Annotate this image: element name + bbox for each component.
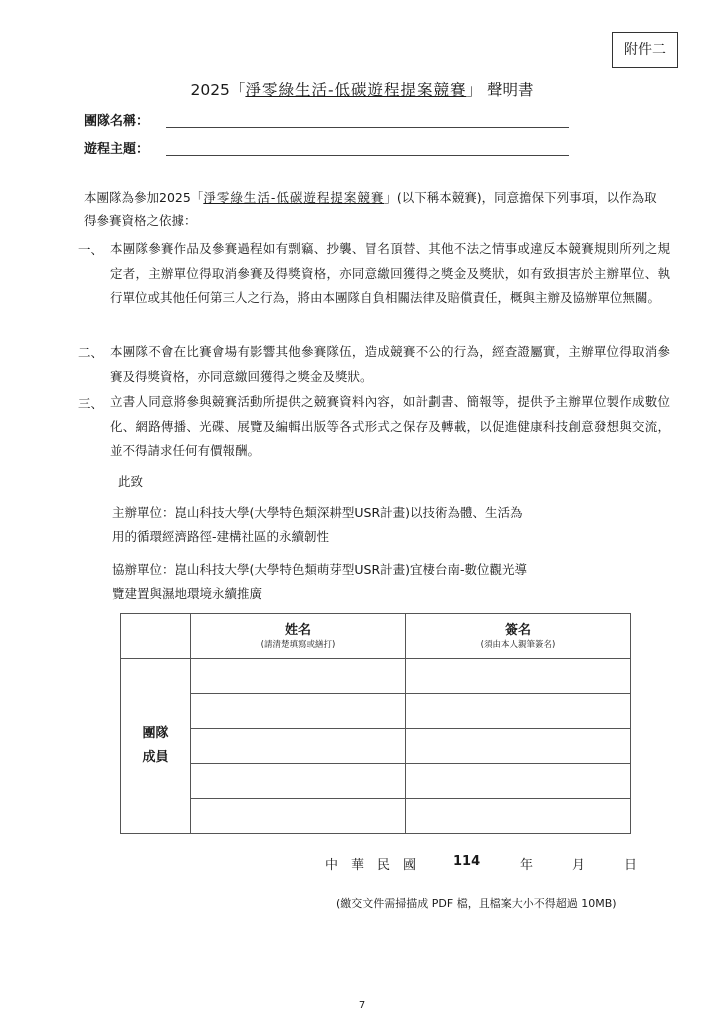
item-3-number: 三、 <box>78 396 104 411</box>
page-title <box>0 78 724 100</box>
date-year-value: 114 <box>453 854 481 869</box>
member-signature-cell[interactable] <box>406 764 631 799</box>
tour-theme-label: 遊程主題： <box>84 142 150 157</box>
name-hint: (請清楚填寫或繕打) <box>260 639 336 650</box>
organizer-line-2: 用的循環經濟路徑-建構社區的永續韌性 <box>112 529 330 544</box>
intro-paragraph <box>84 186 664 232</box>
team-name-field[interactable] <box>166 127 569 128</box>
closing-phrase: 此致 <box>118 474 144 489</box>
name-column-header <box>191 614 406 659</box>
date-month-unit: 月 <box>572 858 586 873</box>
submission-note: (繳交文件需掃描成 PDF 檔，且檔案大小不得超過 10MB) <box>336 897 617 910</box>
title-competition-name: 淨零綠生活-低碳遊程提案競賽 <box>245 81 467 99</box>
co-organizer-line-2: 覽建置與濕地環境永續推廣 <box>112 586 263 601</box>
item-2-text: 本團隊不會在比賽會場有影響其他參賽隊伍，造成競賽不公的行為，經查證屬實，主辦單位得取消參賽及得獎資格，亦同意繳回獲得之獎金及獎狀。 <box>110 344 670 384</box>
member-signature-cell[interactable] <box>406 694 631 729</box>
intro-before: 本團隊為參加2025「 <box>84 190 204 205</box>
group-label-line-1: 團隊 <box>142 726 169 741</box>
signature-header: 簽名 <box>504 622 531 638</box>
member-signature-cell[interactable] <box>406 799 631 834</box>
item-3-text: 立書人同意將參與競賽活動所提供之競賽資料內容，如計劃書、簡報等，提供予主辦單位製作成數位化、網路傳播、光碟、展覽及編輯出版等各式形式之保存及轉載，以促進健康科技創意發想與交流，並不得請求任何有價報酬。 <box>110 394 670 458</box>
team-members-table <box>120 613 631 834</box>
signature-column-header <box>406 614 631 659</box>
team-name-label: 團隊名稱： <box>84 114 150 129</box>
table-row <box>121 729 631 764</box>
table-row <box>121 764 631 799</box>
title-doc-type: 聲明書 <box>487 81 534 99</box>
table-row <box>121 799 631 834</box>
date-day-unit: 日 <box>624 858 638 873</box>
member-name-cell[interactable] <box>191 694 406 729</box>
member-signature-cell[interactable] <box>406 729 631 764</box>
name-header: 姓名 <box>284 622 311 638</box>
group-label-cell <box>121 659 191 834</box>
item-1-number: 一、 <box>78 242 104 257</box>
member-name-cell[interactable] <box>191 799 406 834</box>
tour-theme-field[interactable] <box>166 155 569 156</box>
table-row <box>121 659 631 694</box>
title-open-quote: 「 <box>229 81 246 99</box>
page-number: 7 <box>358 1000 366 1011</box>
item-2-number: 二、 <box>78 345 104 360</box>
member-name-cell[interactable] <box>191 764 406 799</box>
member-signature-cell[interactable] <box>406 659 631 694</box>
intro-competition-name: 淨零綠生活-低碳遊程提案競賽 <box>203 190 385 205</box>
member-name-cell[interactable] <box>191 659 406 694</box>
table-row <box>121 694 631 729</box>
title-close-quote: 」 <box>466 81 483 99</box>
item-1-text: 本團隊參賽作品及參賽過程如有剽竊、抄襲、冒名頂替、其他不法之情事或違反本競賽規則所列之規定者，主辦單位得取消參賽及得獎資格，亦同意繳回獲得之獎金及獎狀，如有致損害於主辦單位、執行單位或其他任何第三人之行為，將由本團隊自負相關法律及賠償責任，概與主辦及協辦單位無關。 <box>110 241 670 305</box>
table-corner-cell <box>121 614 191 659</box>
intro-after: 」(以下稱本競賽)，同意擔保下列事項，以作為取得參賽資格之依據： <box>84 190 657 228</box>
organizer-line-1: 主辦單位：崑山科技大學(大學特色類深耕型USR計畫)以技術為體、生活為 <box>112 505 523 520</box>
date-era: 中 華 民 國 <box>325 858 417 873</box>
signature-hint: (須由本人親筆簽名) <box>480 639 556 650</box>
co-organizer-line-1: 協辦單位：崑山科技大學(大學特色類萌芽型USR計畫)宜棲台南-數位觀光導 <box>112 562 528 577</box>
member-name-cell[interactable] <box>191 729 406 764</box>
date-year-unit: 年 <box>520 858 534 873</box>
attachment-label: 附件二 <box>612 32 678 68</box>
title-year: 2025 <box>190 81 230 99</box>
group-label-line-2: 成員 <box>142 750 169 765</box>
